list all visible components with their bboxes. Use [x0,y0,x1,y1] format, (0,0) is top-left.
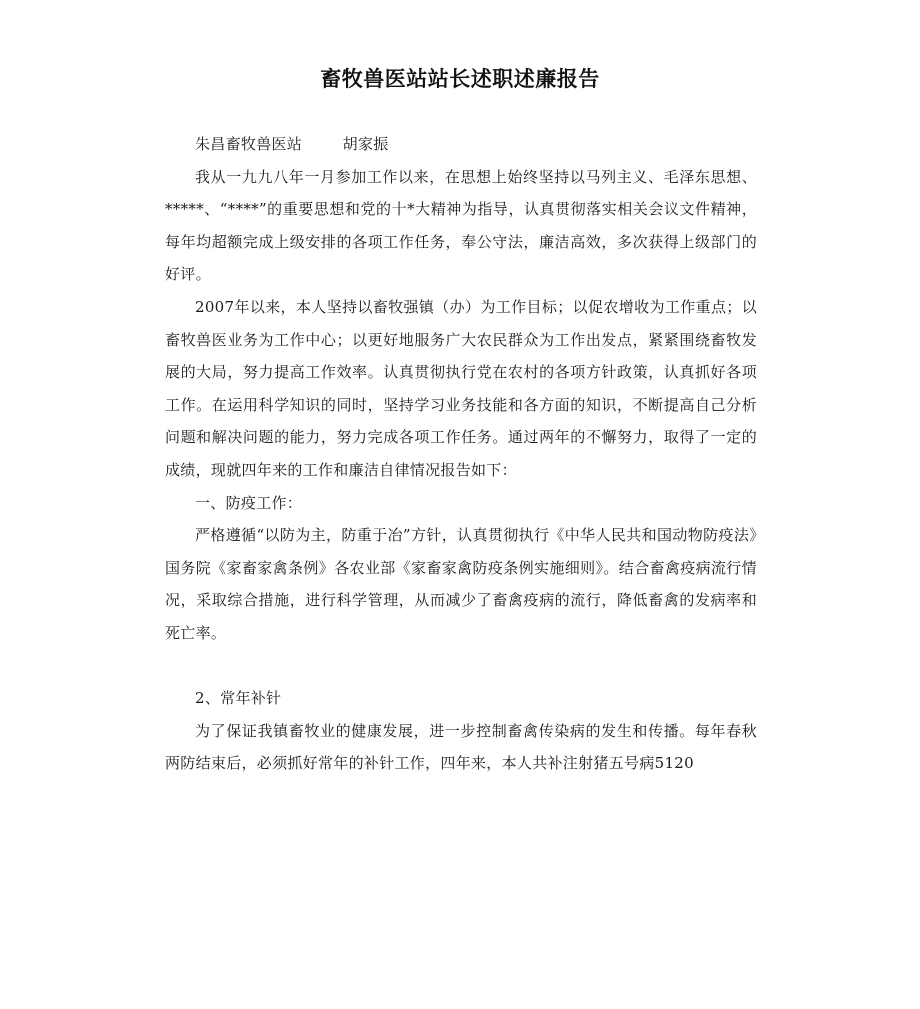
paragraph-epidemic-prevention: 严格遵循“以防为主，防重于冶”方针，认真贯彻执行《中华人民共和国动物防疫法》国务院《家畜家禽条例》各农业部《家畜家禽防疫条例实施细则》。结合畜禽疫病流行情况，采取综合措施，进行科学管理，从而减少了畜禽疫病的流行，降低畜禽的发病率和死亡率。 [165,526,757,642]
document-title: 畜牧兽医站站长述职述廉报告 [320,67,600,91]
paragraph-spacer [165,650,757,683]
paragraph-booster-shots: 为了保证我镇畜牧业的健康发展，进一步控制畜禽传染病的发生和传播。每年春秋两防结束后，必须抓好常年的补针工作，四年来，本人共补注射猪五号病5120 [165,721,757,773]
paragraph-intro: 我从一九九八年一月参加工作以来，在思想上始终坚持以马列主义、毛泽东思想、*****、“****”的重要思想和党的十*大精神为指导，认真贯彻落实相关会议文件精神，每年均超额完成上级安排的各项工作任务，奉公守法，廉洁高效，多次获得上级部门的好评。 [165,167,757,284]
author-line: 朱昌畜牧兽医站 胡家振 [195,135,389,153]
document-body [165,128,757,780]
section-heading-booster-shots: 2、常年补针 [195,689,282,708]
paragraph-since-2007: 2007年以来，本人坚持以畜牧强镇（办）为工作目标；以促农增收为工作重点；以畜牧兽医业务为工作中心；以更好地服务广大农民群众为工作出发点，紧紧围绕畜牧发展的大局，努力提高工作效率。认真贯彻执行党在农村的各项方针政策，认真抓好各项工作。在运用科学知识的同时，坚持学习业务技能和各方面的知识，不断提高自己分析问题和解决问题的能力，努力完成各项工作任务。通过两年的不懈努力，取得了一定的成绩，现就四年来的工作和廉洁自律情况报告如下： [165,297,757,479]
section-heading-epidemic-prevention: 一、防疫工作： [195,493,303,512]
